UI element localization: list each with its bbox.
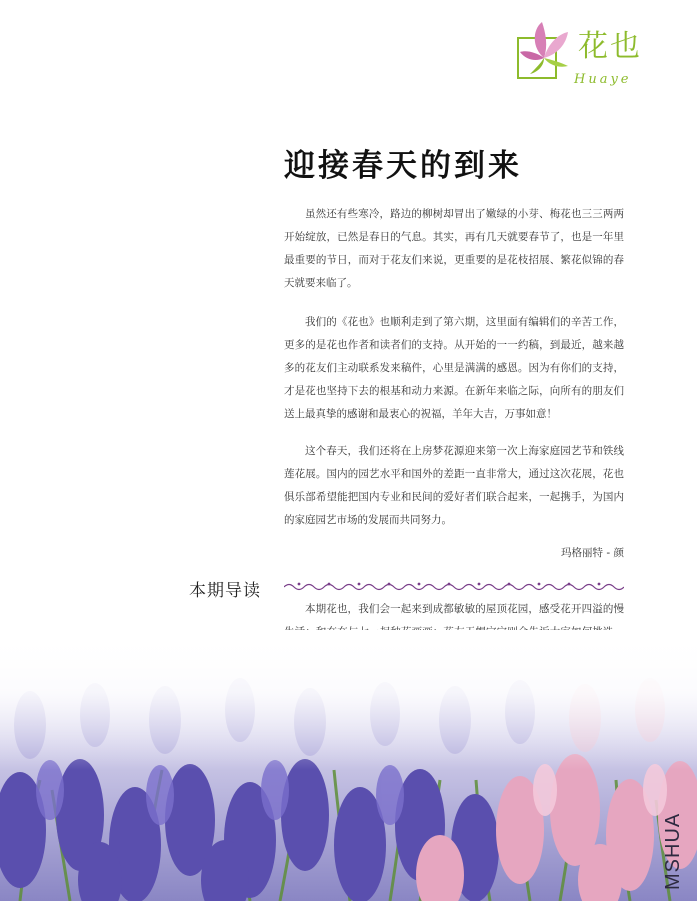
- decorative-divider-icon: [284, 581, 624, 591]
- preview-paragraph: 本期花也，我们会一起来到成都敏敏的屋顶花园，感受花开四溢的慢: [305, 603, 624, 615]
- preview-heading: 本期导读: [189, 581, 261, 601]
- author-signature: 玛格丽特 - 颜: [561, 547, 624, 559]
- logo-wordmark: 花也: [578, 29, 642, 64]
- flower-logo-icon: [514, 18, 578, 82]
- article-paragraph-3: 这个春天，我们还将在上房梦花源迎来第一次上海家庭园艺节和铁线莲花展。国内的园艺水平和国外的差距一直非常大，通过这次花展，花也俱乐部希望能把国内专业和民间的爱好者们联合起来，一起携手，为国内的家庭园艺市场的发展而共同努力。: [284, 445, 624, 526]
- image-fade-overlay: [0, 630, 697, 770]
- article-paragraph-2: 我们的《花也》也顺利走到了第六期，这里面有编辑们的辛苦工作，更多的是花也作者和读者们的支持。从开始的一一约稿，到最近，越来越多的花友们主动联系发来稿件，心里是满满的感恩。因为有你们的支持，才是花也坚持下去的根基和动力来源。在新年来临之际，向所有的朋友们送上最真挚的感谢和最衷心的祝福，羊年大吉，万事如意！: [284, 316, 624, 420]
- logo: [514, 18, 664, 92]
- watermark: MSHUA: [662, 812, 684, 890]
- logo-subtitle: Huaye: [574, 72, 632, 87]
- article-paragraph-1: 虽然还有些寒冷，路边的柳树却冒出了嫩绿的小芽、梅花也三三两两开始绽放，已然是春日的气息。其实，再有几天就要春节了，也是一年里最重要的节日，而对于花友们来说，更重要的是花枝招展、繁花似锦的春天就要来临了。: [284, 208, 624, 289]
- article-title: 迎接春天的到来: [284, 148, 522, 184]
